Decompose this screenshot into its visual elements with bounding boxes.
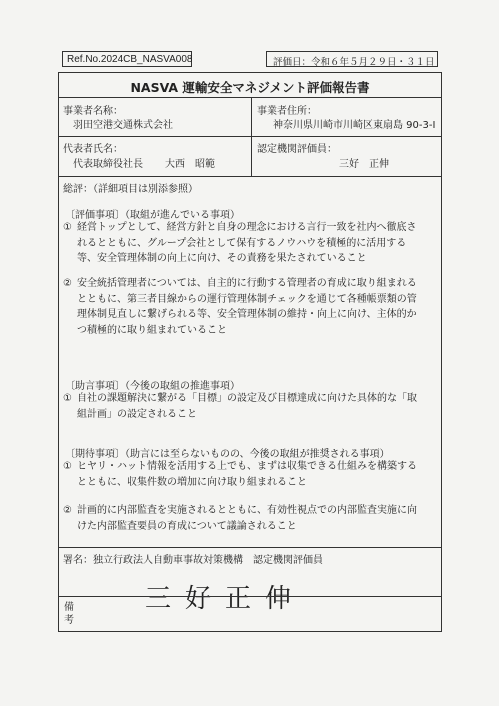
ref-number: Ref.No.2024CB_NASVA008 [67,54,193,65]
item-number: ① [63,461,72,472]
evaluator-label: 認定機関評価員： [257,144,337,155]
expectation-item [63,503,423,534]
item-text: 経営トップとして、経営方針と自身の理念における言行一致を社内へ徹底されるとともに、グループ会社として保有するノウハウを積極的に活用する等、安全管理体制の向上に向け、その責務を果たされていること [77,222,417,264]
item-number: ① [63,393,72,404]
remarks-label: 備考 [64,602,74,626]
ref-number-box [62,51,192,67]
signature-label: 署名：独立行政法人自動車事故対策機構 認定機関評価員 [63,555,323,566]
item-text: 自社の課題解決に繋がる「目標」の設定及び目標達成に向けた具体的な「取組計画」の設定されること [77,393,417,420]
item-number: ② [63,505,72,516]
item-text: ヒヤリ・ハット情報を活用する上でも、まずは収集できる仕組みを構築するとともに、収集件数の増加に向け取り組まれること [77,461,417,488]
report-title: NASVA 運輸安全マネジメント評価報告書 [130,80,370,95]
handwritten-signature: 三好正伸 [145,584,306,614]
divider [59,176,441,177]
address-label: 事業者住所： [257,106,317,117]
eval-date: 評価日：令和６年５月２９日・３１日 [273,57,435,68]
item-number: ② [63,278,72,289]
expectation-item [63,459,423,490]
divider [59,547,441,548]
divider [59,97,441,98]
expectation-heading: 〔期待事項〕（助言には至らないものの、今後の取組が推奨される事項） [65,449,390,460]
evaluated-item [63,220,423,267]
advice-item [63,391,423,422]
item-text: 計画的に内部監査を実施されるとともに、有効性視点での内部監査実施に向けた内部監査要員の育成について議論されること [77,505,417,532]
evaluated-item [63,276,423,338]
item-number: ① [63,222,72,233]
summary-label: 総評：（詳細項目は別添参照） [63,184,198,195]
company-value: 羽田空港交通株式会社 [73,120,173,131]
divider [59,596,441,597]
evaluator-name: 三好 正伸 [339,159,389,170]
advice-heading: 〔助言事項〕（今後の取組の推進事項） [65,381,240,392]
company-label: 事業者名称： [63,106,123,117]
representative-name: 大西 昭範 [165,159,215,170]
item-text: 安全統括管理者については、自主的に行動する管理者の育成に取り組まれるとともに、第三者目線からの運行管理体制チェックを通じて各種帳票類の管理体制見直しに繋げられる等、安全管理体制の維持・向上に向け、主体的かつ積極的に取り組まれていること [77,278,417,336]
representative-title: 代表取締役社長 [73,159,143,170]
evaluated-heading: 〔評価事項〕（取組が進んでいる事項） [65,210,240,221]
eval-date-box [266,51,438,67]
representative-label: 代表者氏名： [63,144,123,155]
divider [59,136,441,137]
address-value: 神奈川県川崎市川崎区東扇島 90-3-I [273,120,436,131]
report-table [58,72,442,632]
